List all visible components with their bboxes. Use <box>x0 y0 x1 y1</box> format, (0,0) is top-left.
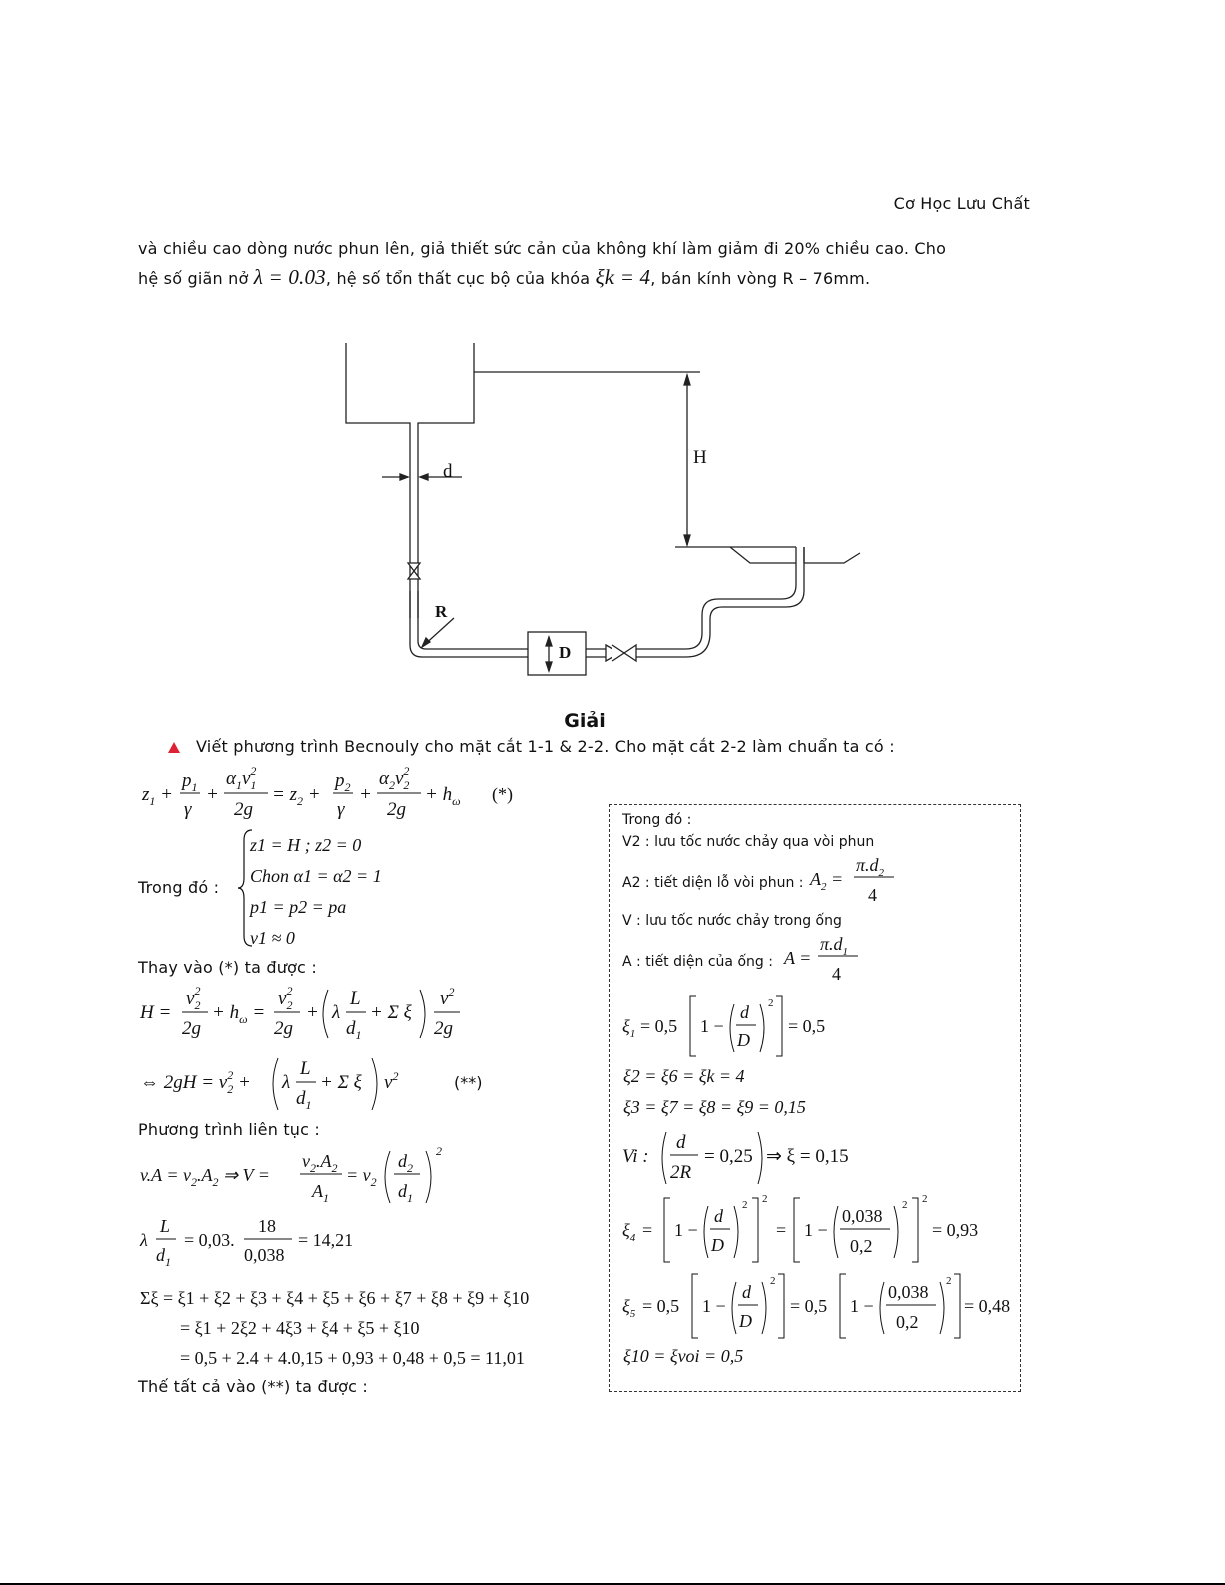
svg-text:4: 4 <box>832 964 841 984</box>
svg-text:d2: $d_2$ <box>398 1151 413 1175</box>
xi-k-expression: ξk = 4 <box>595 265 651 289</box>
problem-intro <box>138 234 1038 293</box>
continuity-label: Phương trình liên tục : <box>138 1120 321 1139</box>
intro-text-c: , bán kính vòng R – 76mm. <box>650 269 871 288</box>
svg-text:d: d <box>742 1282 751 1302</box>
vi-formula <box>620 1124 880 1188</box>
xi5-result: = 0,48 <box>964 1296 1011 1316</box>
lambda-expression: λ = 0.03 <box>253 265 326 289</box>
svg-text:1 −: 1 − <box>850 1296 874 1316</box>
a2-formula <box>808 855 908 911</box>
bernoulli-equation <box>138 760 538 822</box>
svg-text:0,038: 0,038 <box>244 1245 285 1265</box>
xi2-line: ξ2 = ξ6 = ξk = 4 <box>623 1066 745 1086</box>
svg-text:p2: $p_2$ <box>335 770 351 794</box>
label-H: H <box>693 447 707 468</box>
svg-text:d: d <box>714 1206 723 1226</box>
svg-text:A1: $A_1$ <box>312 1181 329 1205</box>
svg-text:4: 4 <box>868 885 877 905</box>
svg-text:D: D <box>737 1030 750 1050</box>
xi10-line: ξ10 = ξvoi = 0,5 <box>623 1346 744 1366</box>
eq-main-tag: (*) <box>492 784 513 804</box>
svg-text:1 −: 1 − <box>674 1220 698 1240</box>
svg-text:⇔ 2gH = v22 +: ⇔ $2gH = v_22$ + <box>140 1068 251 1096</box>
svg-text:+ hω =: + $h_\omega$ = <box>212 1002 266 1026</box>
xi3-line: ξ3 = ξ7 = ξ8 = ξ9 = 0,15 <box>623 1097 806 1117</box>
svg-text:= 0,5: = 0,5 <box>640 1016 678 1036</box>
svg-text:1 −: 1 − <box>804 1220 828 1240</box>
svg-text:1 −: 1 − <box>700 1016 724 1036</box>
svg-text:2g: 2g <box>274 1018 293 1039</box>
pipe-system-figure <box>330 335 890 685</box>
svg-text:0,038: 0,038 <box>888 1282 929 1302</box>
svg-text:L: L <box>300 1058 311 1079</box>
svg-text:π.d1: $\pi.d_1$ <box>820 934 849 958</box>
xi-sum-block <box>140 1283 529 1373</box>
xi-sum-line-2: = ξ1 + 2ξ2 + 4ξ3 + ξ4 + ξ5 + ξ10 <box>180 1318 420 1338</box>
page-header-title: Cơ Học Lưu Chất <box>893 194 1030 213</box>
svg-text:2: 2 <box>902 1199 908 1211</box>
svg-text:0,2: 0,2 <box>896 1312 919 1332</box>
continuity-equation <box>138 1143 468 1211</box>
svg-text:ξ4: $\xi_4$ <box>622 1220 636 1244</box>
cond-2: Chon α1 = α2 = 1 <box>250 866 382 886</box>
xi1-result: = 0,5 <box>788 1016 826 1036</box>
svg-text:v22: $v_22$ <box>278 984 293 1012</box>
a-formula <box>782 934 882 990</box>
svg-text:A2 =: $A_2$ = <box>810 869 844 893</box>
svg-text:d1: $d_1$ <box>296 1088 312 1112</box>
svg-text:ξ1: $\xi_1$ <box>622 1016 636 1040</box>
intro-text-a: hệ số giãn nở <box>138 269 249 288</box>
vi-label: Vi : <box>622 1146 649 1167</box>
cond-1: z1 = H ; z2 = 0 <box>250 835 362 855</box>
svg-text:λ: λ <box>332 1002 341 1023</box>
svg-text:=: = <box>642 1220 653 1240</box>
svg-text:γ: γ <box>337 799 345 820</box>
cond-3: p1 = p2 = pa <box>250 897 347 917</box>
cond-4: v1 ≈ 0 <box>250 928 295 948</box>
svg-text:2: 2 <box>742 1199 748 1211</box>
xi4-result: = 0,93 <box>932 1220 979 1240</box>
svg-text:+ Σ ξ: + Σ ξ <box>370 1002 412 1023</box>
xi-sum-line-3: = 0,5 + 2.4 + 4.0,15 + 0,93 + 0,48 + 0,5 = 11,01 <box>180 1348 525 1368</box>
svg-text:2g: 2g <box>434 1018 453 1039</box>
substitute-label: Thay vào (*) ta được : <box>138 958 317 977</box>
svg-text:= 0,5: = 0,5 <box>790 1296 828 1316</box>
box-a2-description: A2 : tiết diện lỗ vòi phun : <box>622 875 804 891</box>
svg-text:2g: 2g <box>234 799 253 820</box>
xi1-formula <box>620 990 850 1062</box>
bullet-text: Viết phương trình Becnouly cho mặt cắt 1-1 & 2-2. Cho mặt cắt 2-2 làm chuẩn ta có : <box>196 737 895 756</box>
svg-text:γ: γ <box>184 799 192 820</box>
svg-text:= z2 +: = $z_2$ + <box>272 784 321 808</box>
svg-text:+: + <box>206 784 219 805</box>
svg-text:2: 2 <box>946 1275 952 1287</box>
svg-text:2: 2 <box>768 997 774 1009</box>
equation-double-star <box>138 1050 518 1114</box>
svg-text:λ: λ <box>140 1230 148 1250</box>
svg-text:2: 2 <box>922 1193 928 1205</box>
label-R: R <box>435 602 448 621</box>
bernoulli-intro <box>168 737 895 756</box>
svg-text:=: = <box>776 1220 787 1240</box>
svg-text:18: 18 <box>258 1216 276 1236</box>
svg-text:ξ5: $\xi_5$ <box>622 1296 636 1320</box>
svg-text:2g: 2g <box>387 799 406 820</box>
svg-text:+: + <box>306 1002 319 1023</box>
solution-title: Giải <box>564 710 606 732</box>
svg-text:λ: λ <box>282 1072 291 1093</box>
box-v-description: V : lưu tốc nước chảy trong ống <box>622 913 842 929</box>
svg-text:2: 2 <box>436 1144 442 1158</box>
svg-text:L: L <box>350 988 361 1009</box>
svg-text:d1: $d_1$ <box>156 1245 171 1269</box>
svg-text:p1: $p_1$ <box>182 770 198 794</box>
substitute-all-label: Thế tất cả vào (**) ta được : <box>138 1377 369 1396</box>
svg-text:z1 +: $z_1$ + <box>142 784 173 808</box>
svg-text:H =: H = <box>140 1002 172 1023</box>
svg-text:v2: $v^2$ <box>384 1069 399 1093</box>
svg-text:2: 2 <box>762 1193 768 1205</box>
conditions-label: Trong đó : <box>138 878 220 897</box>
conditions-list <box>250 830 382 954</box>
box-v2-description: V2 : lưu tốc nước chảy qua vòi phun <box>622 834 875 850</box>
box-a-description: A : tiết diện của ống : <box>622 954 773 970</box>
svg-text:0,2: 0,2 <box>850 1236 873 1256</box>
svg-text:= 0,03.: = 0,03. <box>184 1230 235 1250</box>
svg-text:d: d <box>676 1132 686 1153</box>
svg-text:d: d <box>740 1002 749 1022</box>
svg-text:v.A = v2.A2 ⇒ V =: $v.A = v_2.A_2$ ⇒ V = <box>140 1165 270 1189</box>
svg-text:+ Σ ξ: + Σ ξ <box>320 1072 362 1093</box>
svg-text:= 0,25: = 0,25 <box>704 1146 753 1167</box>
svg-text:v22: $v_22$ <box>186 984 201 1012</box>
svg-text:L: L <box>160 1216 171 1236</box>
intro-text-b: , hệ số tổn thất cục bộ của khóa <box>325 269 591 288</box>
svg-text:1 −: 1 − <box>702 1296 726 1316</box>
xi4-formula <box>620 1190 1010 1270</box>
bullet-icon <box>168 742 180 753</box>
svg-text:2g: 2g <box>182 1018 201 1039</box>
eq-star2-tag: (**) <box>454 1073 483 1092</box>
svg-text:= v2: = $v_2$ <box>346 1165 377 1189</box>
svg-text:d1: $d_1$ <box>346 1018 362 1042</box>
svg-text:D: D <box>711 1235 724 1255</box>
label-d: d <box>443 461 453 482</box>
svg-text:α2v22: $\alpha_2v_22$ <box>379 764 410 792</box>
svg-text:d1: $d_1$ <box>398 1181 413 1205</box>
svg-text:0,038: 0,038 <box>842 1206 883 1226</box>
vi-result: ⇒ ξ = 0,15 <box>766 1146 849 1167</box>
svg-text:= 14,21: = 14,21 <box>298 1230 354 1250</box>
svg-text:2: 2 <box>770 1275 776 1287</box>
intro-line-1: và chiều cao dòng nước phun lên, giả thiết sức cản của không khí làm giảm đi 20% chiều cao. Cho <box>138 239 947 258</box>
svg-text:v2: $v^2$ <box>440 985 455 1009</box>
box-trong-do: Trong đó : <box>622 812 692 828</box>
intro-line-2 <box>138 263 1038 293</box>
svg-text:v2.A2: $v_2.A_2$ <box>302 1151 338 1175</box>
xi5-formula <box>620 1268 1020 1344</box>
label-D: D <box>559 643 572 662</box>
h-equation <box>138 982 478 1046</box>
svg-text:+: + <box>359 784 372 805</box>
svg-text:2R: 2R <box>670 1162 692 1183</box>
svg-text:α1v12: $\alpha_1v_12$ <box>226 764 257 792</box>
svg-text:= 0,5: = 0,5 <box>642 1296 680 1316</box>
lambda-calculation <box>138 1214 378 1270</box>
svg-text:A =: A = <box>784 948 812 968</box>
xi-sum-line-1: Σξ = ξ1 + ξ2 + ξ3 + ξ4 + ξ5 + ξ6 + ξ7 + ξ8 + ξ9 + ξ10 <box>140 1288 530 1308</box>
svg-text:π.d2: $\pi.d_2$ <box>856 855 885 879</box>
svg-text:+ hω: + $h_\omega$ <box>425 784 461 808</box>
svg-text:D: D <box>739 1311 752 1331</box>
